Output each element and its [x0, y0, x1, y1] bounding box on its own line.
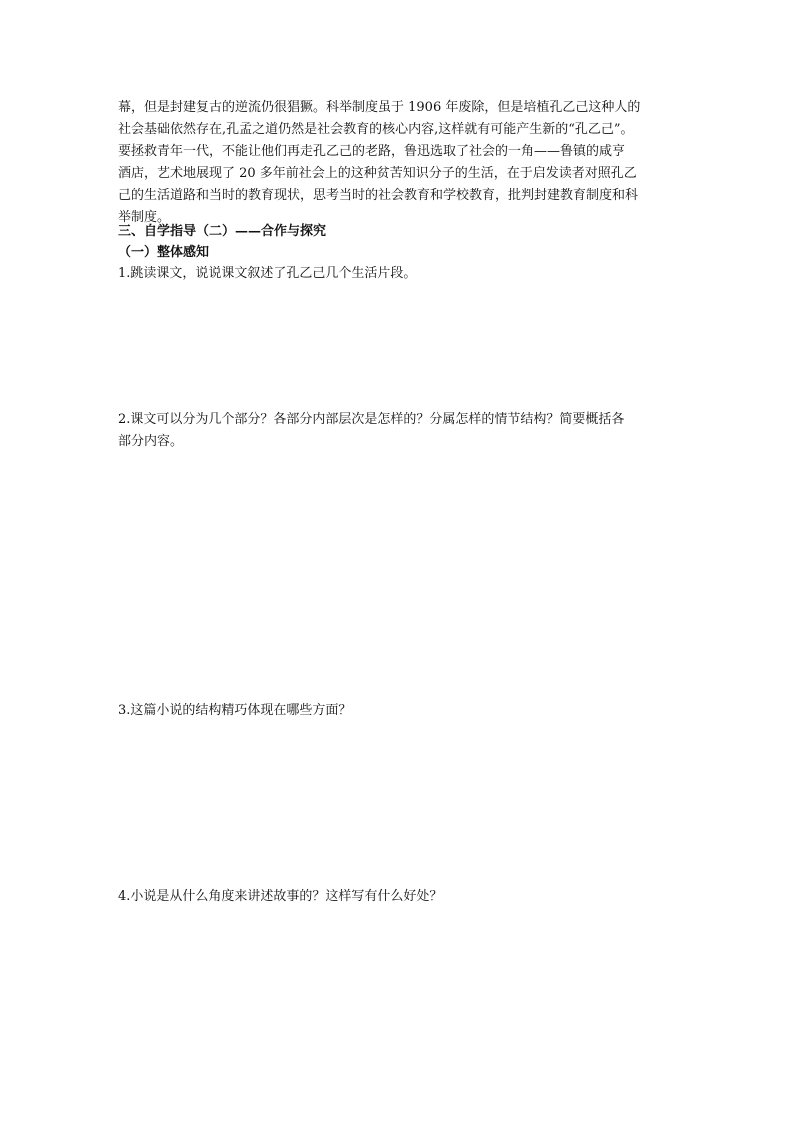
question-line: 3.这篇小说的结构精巧体现在哪些方面？ — [118, 703, 352, 718]
question-line: 2.课文可以分为几个部分？各部分内部层次是怎样的？分属怎样的情节结构？简要概括各 — [118, 412, 625, 427]
question-1 — [118, 263, 688, 285]
question-line: 1.跳读课文，说说课文叙述了孔乙己几个生活片段。 — [118, 266, 417, 281]
question-line: 部分内容。 — [118, 434, 184, 449]
question-2 — [118, 409, 688, 453]
intro-line: 酒店，艺术地展现了 20 多年前社会上的这种贫苦知识分子的生活，在于启发读者对照孔乙 — [118, 166, 637, 181]
intro-paragraph — [118, 97, 688, 229]
intro-line: 己的生活道路和当时的教育现状，思考当时的社会教育和学校教育，批判封建教育制度和科 — [118, 188, 639, 203]
question-3 — [118, 700, 688, 722]
question-line: 4.小说是从什么角度来讲述故事的？这样写有什么好处？ — [118, 889, 443, 904]
intro-line: 要拯救青年一代，不能让他们再走孔乙己的老路，鲁迅选取了社会的一角——鲁镇的咸亨 — [118, 144, 626, 159]
section-title: 三、自学指导（二）——合作与探究 — [118, 224, 327, 239]
intro-line: 举制度。 — [118, 210, 171, 225]
question-4 — [118, 886, 688, 908]
subsection-title: （一）整体感知 — [118, 245, 210, 260]
intro-line: 幕，但是封建复古的逆流仍很猖獗。科举制度虽于 1906 年废除，但是培植孔乙己这种人的 — [118, 100, 641, 115]
intro-line: 社会基础依然存在,孔孟之道仍然是社会教育的核心内容,这样就有可能产生新的“孔乙己”。 — [118, 122, 634, 137]
